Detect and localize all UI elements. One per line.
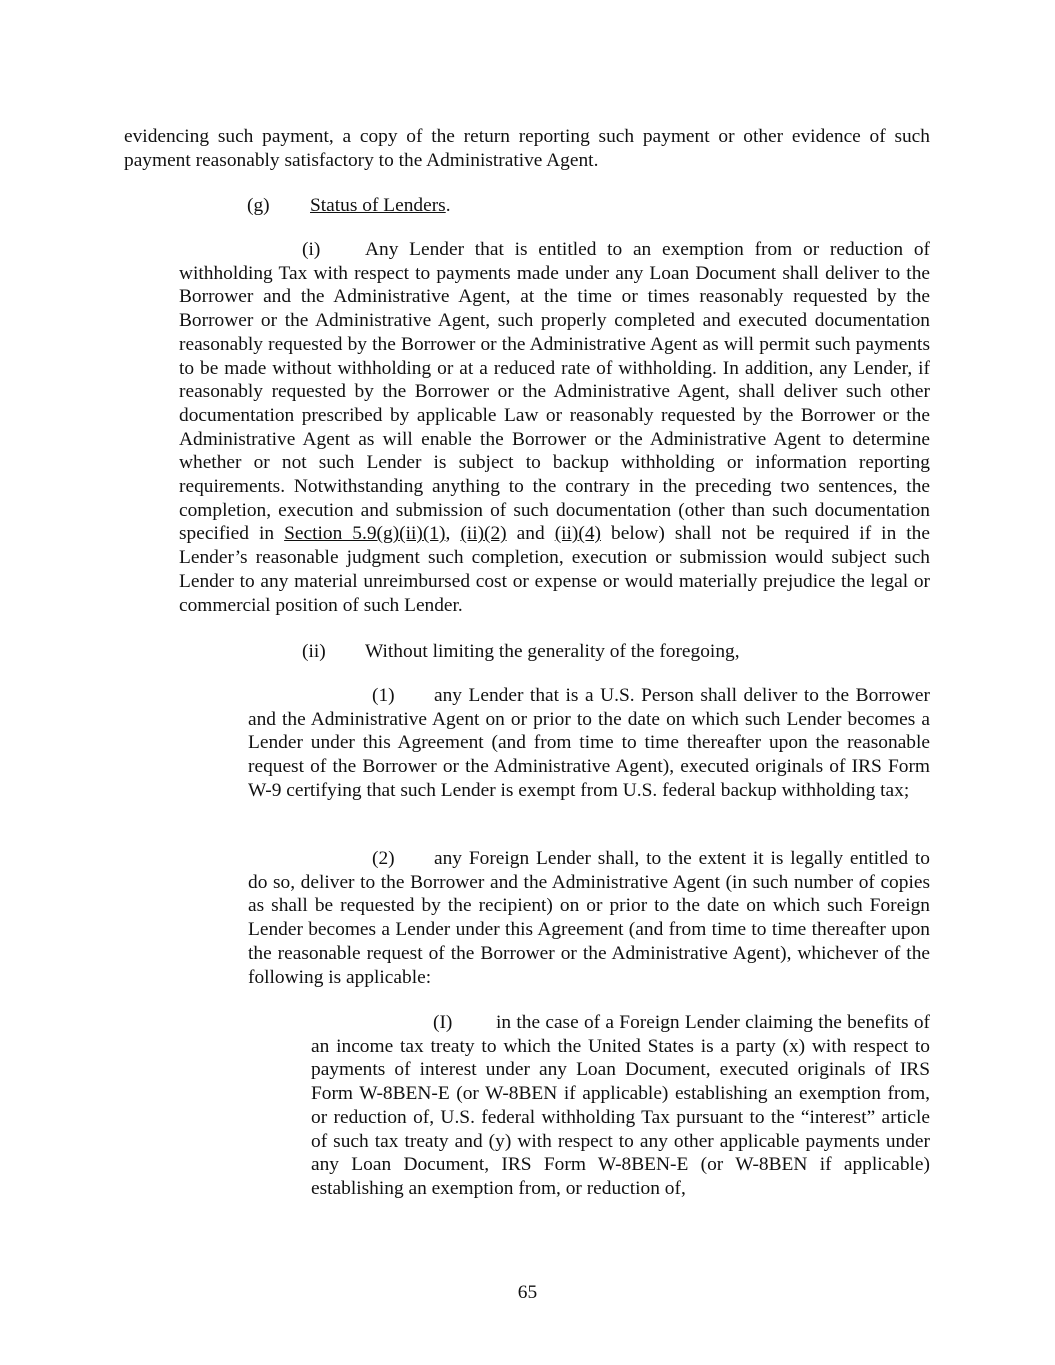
paragraph-i [179,238,930,617]
paragraph-2-text: any Foreign Lender shall, to the extent it is legally entitled to do so, deliver to the Borrower and the Administrative Agent (in such number of copies as shall be requested by the recipient) on or prior to the date on which such Foreign Lender becomes a Lender under this Agreement (and from time to time thereafter upon the reasonable request of the Borrower or the Administrative Agent), whichever of the following is applicable: [248,848,930,988]
paragraph-i-separator-2: and [506,523,555,545]
paragraph-I-text: in the case of a Foreign Lender claiming the benefits of an income tax treaty to which the United States is a party (x) with respect to payments of interest under any Loan Document, executed originals of IRS Form W-8BEN-E (or W-8BEN if applicable) establishing an exemption from, or reduction of, U.S. federal withholding Tax pursuant to the “interest” article of such tax treaty and (y) with respect to any other applicable payments under any Loan Document, IRS Form W-8BEN-E (or W-8BEN if applicable) establishing an exemption from, or reduction of, [311,1012,930,1199]
paragraph-I-label: (I) [433,1012,453,1033]
heading-status-of-lenders [247,194,930,218]
paragraph-I [311,1011,930,1201]
heading-g-period: . [445,195,451,216]
paragraph-intro [124,125,930,172]
paragraph-intro-text: evidencing such payment, a copy of the return reporting such payment or other evidence of such payment reasonably satisfactory to the Administrative Agent. [124,126,930,171]
heading-g-label: (g) [247,195,270,216]
page-number: 65 [517,1282,538,1303]
paragraph-i-label: (i) [302,239,321,260]
paragraph-i-text-b: below) shall not be required if in the Lender’s reasonable judgment such completion, execution or submission would subject such Lender to any material unreimbursed cost or expense or would materially prejudice the legal or commercial position of such Lender. [179,523,930,616]
section-reference-ii-4: (ii)(4) [554,523,602,545]
paragraph-2 [248,847,930,989]
paragraph-2-label: (2) [372,848,395,869]
heading-g-title: Status of Lenders [310,195,446,216]
paragraph-i-separator-1: , [445,523,461,545]
section-reference-5-9-g-ii-1: Section 5.9(g)(ii)(1) [284,523,446,545]
paragraph-ii-label: (ii) [302,641,326,662]
paragraph-1-label: (1) [372,685,395,706]
paragraph-ii-text: Without limiting the generality of the foregoing, [365,641,740,662]
section-reference-ii-2: (ii)(2) [460,523,507,545]
paragraph-1-text: any Lender that is a U.S. Person shall deliver to the Borrower and the Administrative Agent on or prior to the date on which such Lender becomes a Lender under this Agreement (and from time to time thereafter upon the reasonable request of the Borrower or the Administrative Agent), executed originals of IRS Form W-9 certifying that such Lender is exempt from U.S. federal backup withholding tax; [248,685,930,801]
paragraph-1 [248,684,930,803]
paragraph-i-text-a: Any Lender that is entitled to an exemption from or reduction of withholding Tax with respect to payments made under any Loan Document shall deliver to the Borrower and the Administrative Agent, at the time or times reasonably requested by the Borrower or the Administrative Agent, such properly completed and executed documentation reasonably requested by the Borrower or the Administrative Agent as will permit such payments to be made without withholding or at a reduced rate of withholding. In addition, any Lender, if reasonably requested by the Borrower or the Administrative Agent, shall deliver such other documentation prescribed by applicable Law or reasonably requested by the Borrower or the Administrative Agent as will enable the Borrower or the Administrative Agent to determine whether or not such Lender is subject to backup withholding or information reporting requirements. Notwithstanding anything to the contrary in the preceding two sentences, the completion, execution and submission of such documentation (other than such documentation specified in [179,239,930,545]
paragraph-ii [302,640,930,664]
